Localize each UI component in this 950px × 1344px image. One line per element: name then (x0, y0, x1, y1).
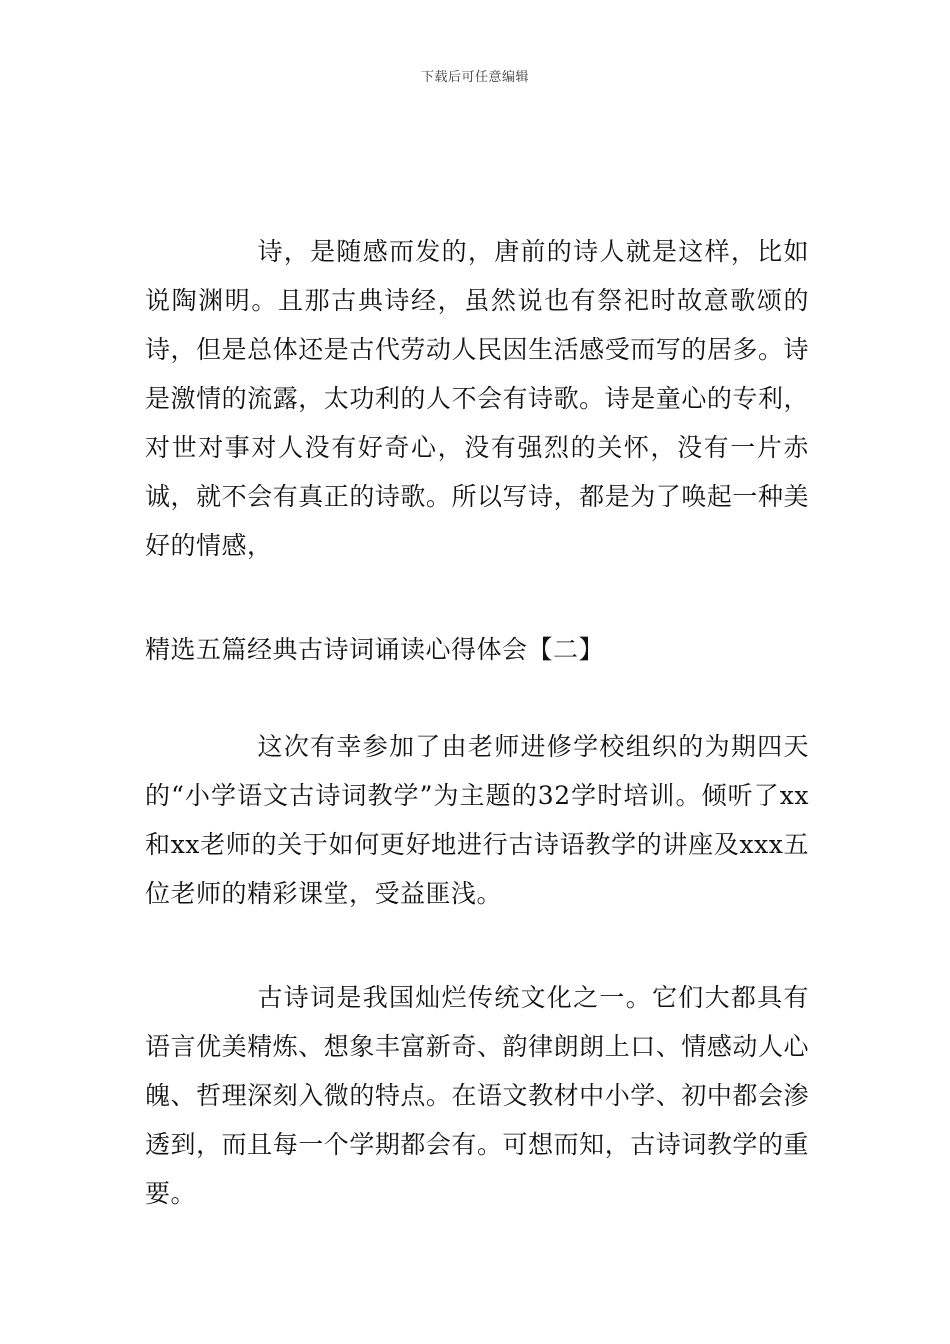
page-header-note: 下载后可任意编辑 (420, 70, 529, 85)
paragraph-text: 这次有幸参加了由老师进修学校组织的为期四天的“小学语文古诗词教学”为主题的32学时培训。倾听了xx和xx老师的关于如何更好地进行古诗语教学的讲座及xxx五位老师的精彩课堂，受益匪浅。 (145, 732, 809, 908)
paragraph-poetry-emotion (145, 227, 809, 570)
paragraph-text: 诗，是随感而发的，唐前的诗人就是这样，比如说陶渊明。且那古典诗经，虽然说也有祭祀时故意歌颂的诗，但是总体还是古代劳动人民因生活感受而写的居多。诗是激情的流露，太功利的人不会有诗歌。诗是童心的专利，对世对事对人没有好奇心，没有强烈的关怀，没有一片赤诚，就不会有真正的诗歌。所以写诗，都是为了唤起一种美好的情感， (145, 237, 809, 560)
paragraph-training (145, 722, 809, 918)
section-heading-block (145, 625, 809, 674)
paragraph-classical-poetry (145, 973, 809, 1218)
paragraph-text: 古诗词是我国灿烂传统文化之一。它们大都具有语言优美精炼、想象丰富新奇、韵律朗朗上口、情感动人心魄、哲理深刻入微的特点。在语文教材中小学、初中都会渗透到，而且每一个学期都会有。可想而知，古诗词教学的重要。 (145, 983, 809, 1208)
section-heading: 精选五篇经典古诗词诵读心得体会【二】 (145, 635, 605, 664)
